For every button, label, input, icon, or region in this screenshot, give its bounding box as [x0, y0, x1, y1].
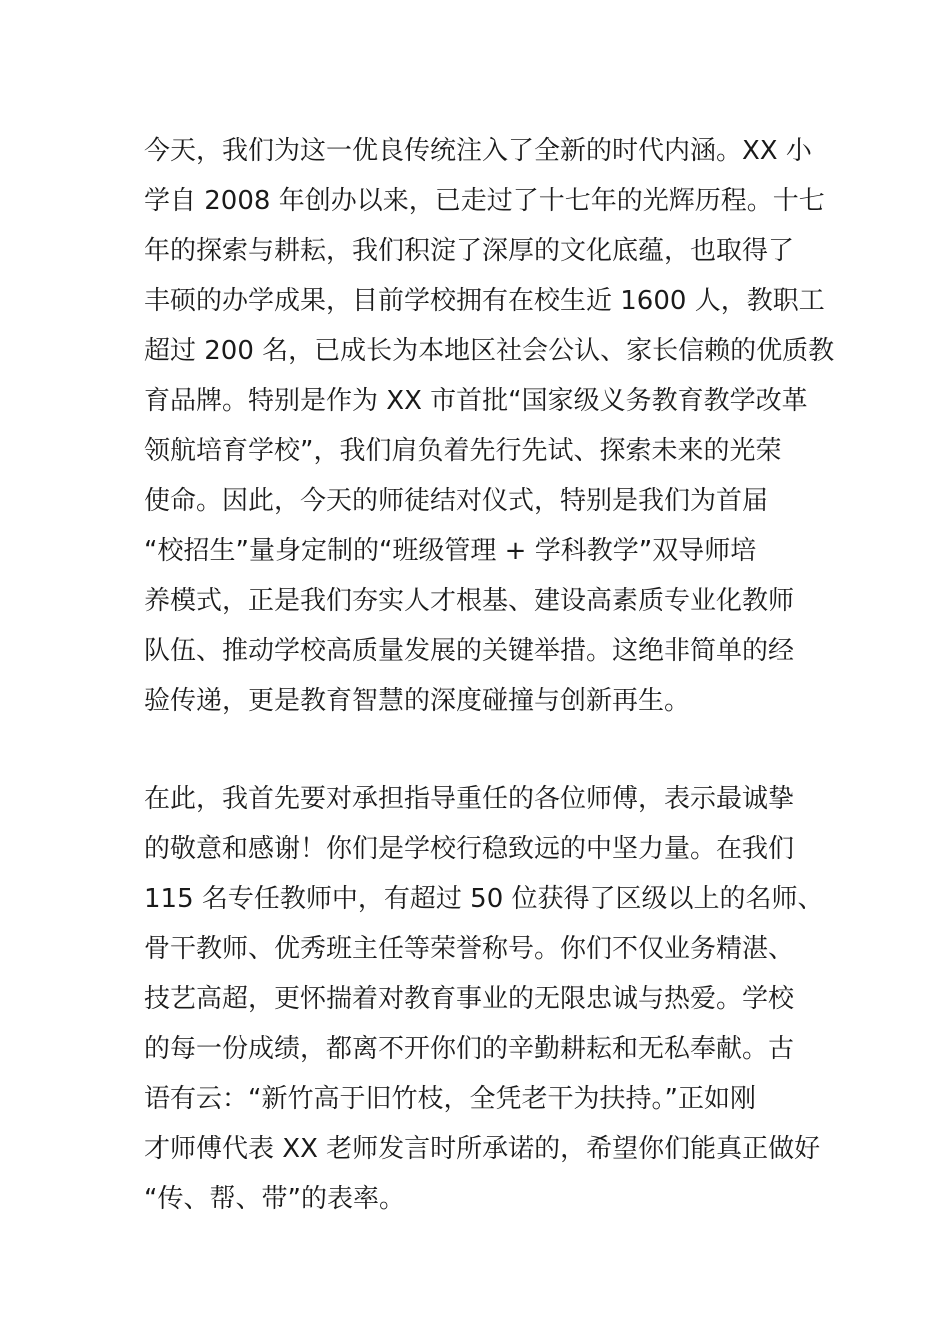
- text-line: 语有云：“新竹高于旧竹枝，全凭老干为扶持。”正如刚: [144, 1084, 756, 1114]
- text-line: 骨干教师、优秀班主任等荣誉称号。你们不仅业务精湛、: [144, 934, 795, 964]
- text-line: 领航培育学校”，我们肩负着先行先试、探索未来的光荣: [144, 436, 782, 466]
- text-line: 才师傅代表 XX 老师发言时所承诺的，希望你们能真正做好: [144, 1134, 821, 1164]
- paragraph-school-history: [144, 126, 835, 726]
- text-line: 在此，我首先要对承担指导重任的各位师傅，表示最诚挚: [144, 784, 795, 814]
- text-line: 养模式，正是我们夯实人才根基、建设高素质专业化教师: [144, 586, 795, 616]
- text-line: 队伍、推动学校高质量发展的关键举措。这绝非简单的经: [144, 636, 795, 666]
- text-line: 使命。因此，今天的师徒结对仪式，特别是我们为首届: [144, 486, 769, 516]
- text-line: 今天，我们为这一优良传统注入了全新的时代内涵。XX 小: [144, 136, 812, 166]
- text-line: 的敬意和感谢！你们是学校行稳致远的中坚力量。在我们: [144, 834, 795, 864]
- paragraph-mentor-thanks: [144, 774, 824, 1224]
- text-line: “校招生”量身定制的“班级管理 + 学科教学”双导师培: [144, 536, 757, 566]
- text-line: 超过 200 名，已成长为本地区社会公认、家长信赖的优质教: [144, 336, 835, 366]
- text-line: 技艺高超，更怀揣着对教育事业的无限忠诚与热爱。学校: [144, 984, 795, 1014]
- text-line: 学自 2008 年创办以来，已走过了十七年的光辉历程。十七: [144, 186, 825, 216]
- text-line: 丰硕的办学成果，目前学校拥有在校生近 1600 人，教职工: [144, 286, 825, 316]
- text-line: “传、帮、带”的表率。: [144, 1184, 405, 1214]
- text-line: 的每一份成绩，都离不开你们的辛勤耕耘和无私奉献。古: [144, 1034, 795, 1064]
- text-line: 验传递，更是教育智慧的深度碰撞与创新再生。: [144, 686, 691, 716]
- text-line: 115 名专任教师中，有超过 50 位获得了区级以上的名师、: [144, 884, 824, 914]
- text-line: 年的探索与耕耘，我们积淀了深厚的文化底蕴，也取得了: [144, 236, 795, 266]
- text-line: 育品牌。特别是作为 XX 市首批“国家级义务教育教学改革: [144, 386, 808, 416]
